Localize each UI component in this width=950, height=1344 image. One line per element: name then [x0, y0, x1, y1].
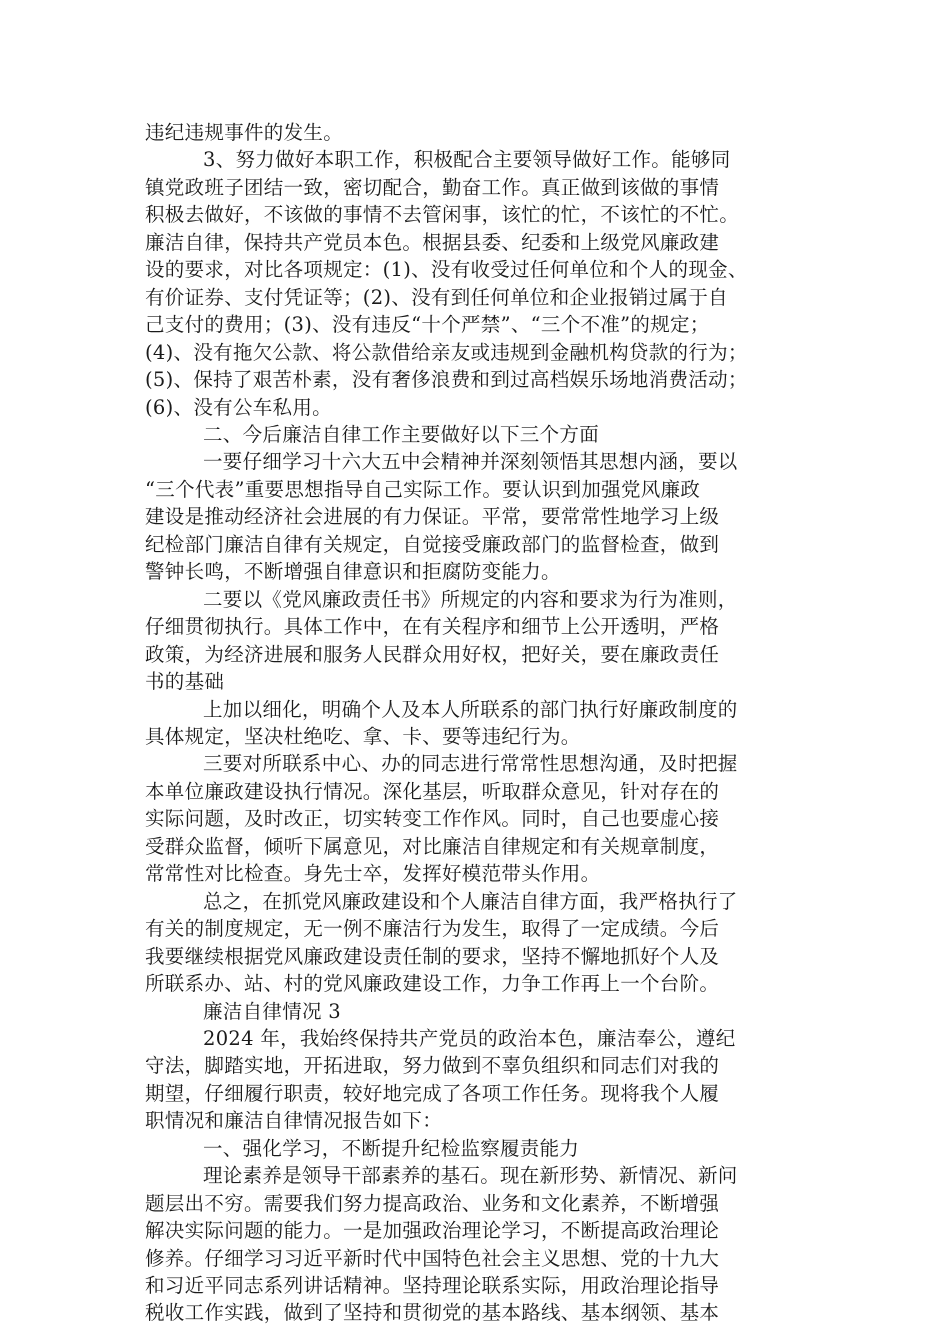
text-line: 期望，仔细履行职责，较好地完成了各项工作任务。现将我个人履	[145, 1081, 720, 1105]
text-line: (5)、保持了艰苦朴素，没有奢侈浪费和到过高档娱乐场地消费活动；	[145, 368, 748, 392]
text-line: “三个代表”重要思想指导自己实际工作。要认识到加强党风廉政	[145, 477, 701, 501]
text-line: 书的基础	[145, 670, 225, 694]
text-line: 理论素养是领导干部素养的基石。现在新形势、新情况、新问	[203, 1164, 738, 1188]
text-line: 所联系办、站、村的党风廉政建设工作，力争工作再上一个台阶。	[145, 972, 720, 996]
text-line: 我要继续根据党风廉政建设责任制的要求，坚持不懈地抓好个人及	[145, 944, 720, 968]
text-line: 警钟长鸣，不断增强自律意识和拒腐防变能力。	[145, 560, 561, 584]
text-line: 积极去做好，不该做的事情不去管闲事，该忙的忙，不该忙的不忙。	[145, 203, 740, 227]
text-line: 本单位廉政建设执行情况。深化基层，听取群众意见，针对存在的	[145, 779, 720, 803]
text-line: 廉洁自律情况 3	[203, 999, 342, 1023]
text-line: 具体规定，坚决杜绝吃、拿、卡、要等违纪行为。	[145, 724, 581, 748]
text-line: 常常性对比检查。身先士卒，发挥好模范带头作用。	[145, 862, 601, 886]
text-line: 己支付的费用；(3)、没有违反“十个严禁”、“三个不准”的规定；	[145, 313, 710, 337]
text-line: 二、今后廉洁自律工作主要做好以下三个方面	[203, 422, 600, 446]
text-line: 镇党政班子团结一致，密切配合，勤奋工作。真正做到该做的事情	[145, 175, 720, 199]
document-page	[145, 119, 805, 1327]
text-line: 税收工作实践，做到了坚持和贯彻党的基本路线、基本纲领、基本	[145, 1301, 720, 1325]
text-line: 仔细贯彻执行。具体工作中，在有关程序和细节上公开透明，严格	[145, 615, 720, 639]
text-line: 有关的制度规定，无一例不廉洁行为发生，取得了一定成绩。今后	[145, 917, 720, 941]
text-line: 实际问题，及时改正，切实转变工作作风。同时，自己也要虚心接	[145, 807, 720, 831]
text-line: 一要仔细学习十六大五中会精神并深刻领悟其思想内涵，要以	[203, 450, 738, 474]
text-line: 有价证券、支付凭证等；(2)、没有到任何单位和企业报销过属于自	[145, 285, 728, 309]
text-line: 违纪违规事件的发生。	[145, 121, 344, 144]
text-line: 建设是推动经济社会进展的有力保证。平常，要常常性地学习上级	[145, 505, 720, 529]
text-line: 廉洁自律，保持共产党员本色。根据县委、纪委和上级党风廉政建	[145, 230, 720, 254]
text-line: 总之，在抓党风廉政建设和个人廉洁自律方面，我严格执行了	[203, 889, 738, 913]
text-line: (4)、没有拖欠公款、将公款借给亲友或违规到金融机构贷款的行为；	[145, 340, 748, 364]
text-line: 修养。仔细学习习近平新时代中国特色社会主义思想、党的十九大	[145, 1246, 720, 1270]
text-line: 解决实际问题的能力。一是加强政治理论学习，不断提高政治理论	[145, 1219, 720, 1243]
text-line: 纪检部门廉洁自律有关规定，自觉接受廉政部门的监督检查，做到	[145, 532, 720, 556]
text-line: 和习近平同志系列讲话精神。坚持理论联系实际，用政治理论指导	[145, 1274, 720, 1298]
text-line: 2024 年，我始终保持共产党员的政治本色，廉洁奉公，遵纪	[203, 1026, 736, 1050]
text-line: 职情况和廉洁自律情况报告如下：	[145, 1109, 443, 1133]
text-line: (6)、没有公车私用。	[145, 395, 332, 419]
text-line: 上加以细化，明确个人及本人所联系的部门执行好廉政制度的	[203, 697, 738, 721]
text-line: 题层出不穷。需要我们努力提高政治、业务和文化素养，不断增强	[145, 1191, 720, 1215]
text-line: 二要以《党风廉政责任书》所规定的内容和要求为行为准则，	[203, 587, 738, 611]
text-line: 设的要求，对比各项规定：(1)、没有收受过任何单位和个人的现金、	[145, 258, 748, 282]
text-line: 3、努力做好本职工作，积极配合主要领导做好工作。能够同	[203, 148, 731, 172]
text-line: 一、强化学习，不断提升纪检监察履责能力	[203, 1136, 580, 1160]
text-line: 受群众监督，倾听下属意见，对比廉洁自律规定和有关规章制度，	[145, 834, 720, 858]
text-line: 三要对所联系中心、办的同志进行常常性思想沟通，及时把握	[203, 752, 738, 776]
text-line: 守法，脚踏实地，开拓进取，努力做到不辜负组织和同志们对我的	[145, 1054, 720, 1078]
text-line: 政策，为经济进展和服务人民群众用好权，把好关，要在廉政责任	[145, 642, 720, 666]
